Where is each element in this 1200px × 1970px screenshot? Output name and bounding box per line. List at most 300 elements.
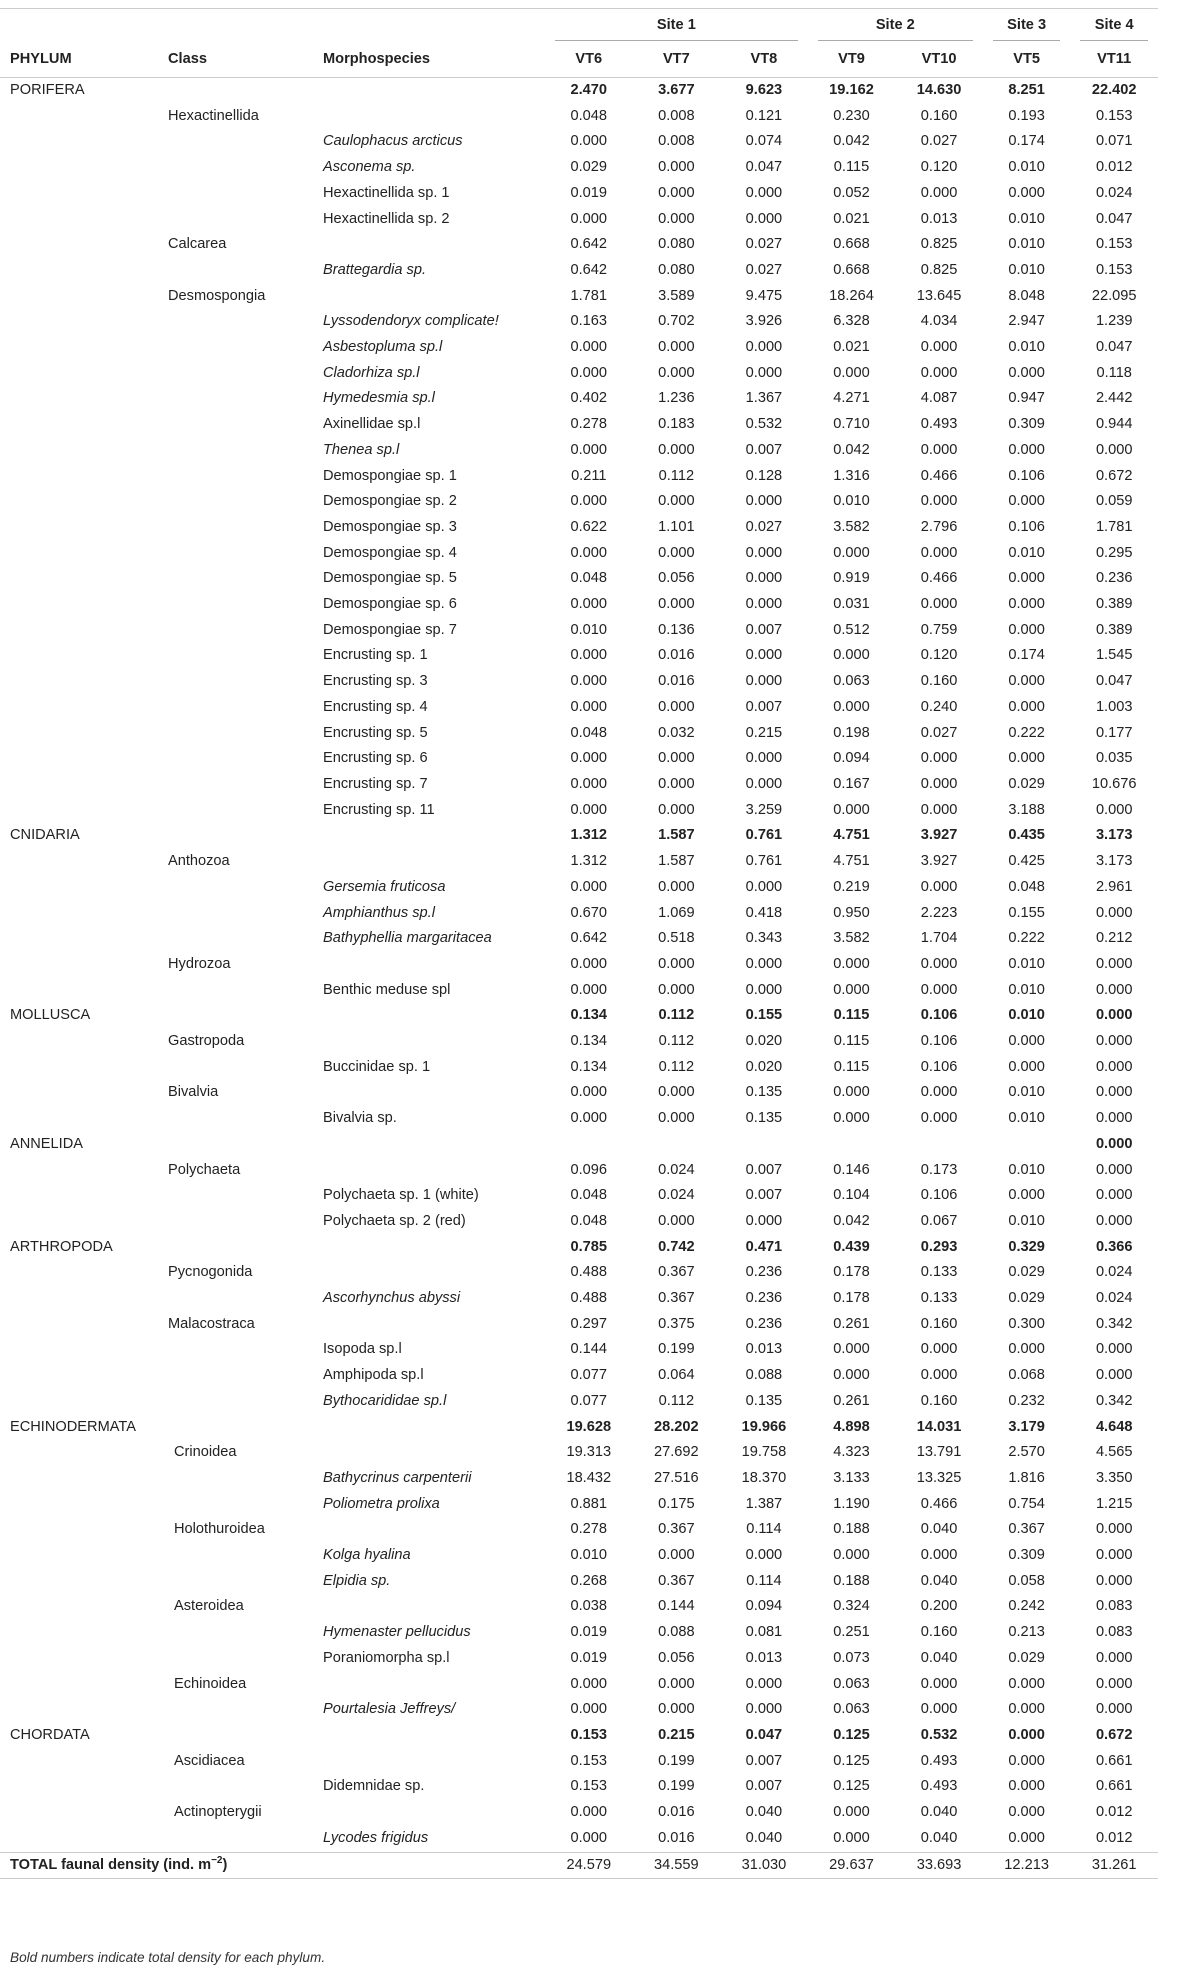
species-row	[0, 695, 1158, 721]
density-value: 0.000	[570, 673, 608, 690]
density-value: 0.000	[833, 981, 870, 998]
density-value: 0.038	[570, 1598, 608, 1615]
density-value: 0.118	[1096, 364, 1132, 381]
density-value: 0.000	[570, 750, 608, 767]
density-value: 0.115	[833, 1058, 870, 1075]
density-value: 4.323	[833, 1444, 870, 1461]
density-value: 0.342	[1095, 1392, 1133, 1409]
species-row	[0, 361, 1158, 387]
density-value: 0.153	[570, 1778, 608, 1795]
density-value: 0.016	[658, 1829, 695, 1846]
density-value: 0.112	[658, 1058, 695, 1075]
density-value: 0.016	[658, 1804, 695, 1821]
class-cell	[160, 746, 315, 772]
species-row	[0, 309, 1158, 335]
density-value: 0.000	[745, 647, 783, 664]
density-value: 0.000	[658, 981, 695, 998]
species-row	[0, 541, 1158, 567]
class-cell: Asteroidea	[174, 1598, 244, 1615]
phylum-cell	[0, 361, 160, 387]
phylum-cell	[0, 1209, 160, 1235]
density-value: 0.000	[920, 750, 958, 767]
density-value: 0.071	[1095, 133, 1133, 150]
density-value: 3.927	[920, 853, 958, 870]
phylum-cell	[0, 489, 160, 515]
density-value: 0.106	[920, 1007, 958, 1024]
density-value: 0.000	[1008, 750, 1045, 767]
density-value: 22.402	[1091, 82, 1137, 98]
density-value: 0.000	[1095, 1572, 1133, 1589]
phylum-cell	[0, 335, 160, 361]
phylum-cell	[0, 438, 160, 464]
density-value: 1.069	[658, 904, 695, 921]
density-value: 0.048	[570, 1212, 608, 1229]
class-cell	[160, 1620, 315, 1646]
morphospecies-cell	[315, 1029, 545, 1055]
density-value: 0.000	[920, 801, 958, 818]
density-value: 4.565	[1095, 1444, 1133, 1461]
morphospecies-cell	[315, 1260, 545, 1286]
phylum-cell: CHORDATA	[10, 1727, 90, 1743]
density-value: 0.083	[1095, 1598, 1133, 1615]
header-spacer	[0, 9, 545, 42]
density-value: 0.000	[833, 1084, 870, 1101]
density-value: 3.589	[658, 287, 695, 304]
class-cell	[160, 669, 315, 695]
density-value: 1.587	[658, 827, 695, 844]
density-value: 0.000	[833, 698, 870, 715]
density-value: 1.587	[658, 853, 695, 870]
class-cell	[160, 798, 315, 824]
class-cell: Ascidiacea	[174, 1752, 245, 1769]
density-value: 0.367	[1008, 1521, 1045, 1538]
density-value: 19.628	[566, 1418, 612, 1435]
phylum-cell	[0, 232, 160, 258]
morphospecies-cell	[315, 1723, 545, 1749]
density-value: 0.278	[570, 1521, 608, 1538]
phylum-cell	[0, 207, 160, 233]
density-value: 0.000	[1095, 1135, 1133, 1152]
density-value: 0.115	[833, 1007, 870, 1024]
morphospecies-cell: Polychaeta sp. 1 (white)	[323, 1187, 479, 1204]
phylum-cell	[0, 258, 160, 284]
density-value: 0.000	[920, 1701, 958, 1718]
density-value: 0.518	[658, 930, 695, 947]
density-value: 0.083	[1095, 1624, 1133, 1641]
class-cell	[160, 875, 315, 901]
density-value: 0.112	[658, 1033, 695, 1050]
site-4-header: Site 4	[1070, 9, 1158, 42]
density-value: 0.112	[658, 467, 695, 484]
density-value: 0.042	[833, 133, 870, 150]
species-row	[0, 1106, 1158, 1132]
density-value: 0.019	[570, 1624, 608, 1641]
table-footnote: Bold numbers indicate total density for each phylum.	[10, 1950, 326, 1965]
species-row	[0, 643, 1158, 669]
density-value: 0.661	[1095, 1752, 1133, 1769]
density-value: 4.751	[833, 827, 870, 844]
density-value: 0.251	[833, 1624, 870, 1641]
total-value: 34.559	[654, 1856, 699, 1873]
density-value: 0.000	[920, 955, 958, 972]
morphospecies-cell: Brattegardia sp.	[323, 261, 427, 278]
density-value: 0.007	[745, 1161, 783, 1178]
density-value: 2.961	[1095, 878, 1133, 895]
phylum-cell	[0, 1672, 160, 1698]
morphospecies-cell: Bathycrinus carpenterii	[323, 1469, 472, 1486]
density-value: 0.024	[1095, 1290, 1133, 1307]
class-row	[0, 1440, 1158, 1466]
density-value: 0.160	[920, 1315, 958, 1332]
density-value: 0.000	[658, 801, 695, 818]
density-value: 1.003	[1095, 698, 1133, 715]
density-value: 0.232	[1008, 1392, 1045, 1409]
density-value: 0.010	[1008, 339, 1045, 356]
density-value: 0.000	[658, 1701, 695, 1718]
phylum-row	[0, 1723, 1158, 1749]
density-value: 0.761	[745, 853, 783, 870]
morphospecies-cell: Encrusting sp. 4	[323, 698, 428, 715]
density-value: 0.389	[1095, 596, 1133, 613]
density-value: 0.029	[1008, 1649, 1045, 1666]
phylum-cell	[0, 1389, 160, 1415]
morphospecies-cell	[315, 1517, 545, 1543]
density-value: 3.173	[1095, 853, 1133, 870]
density-value: 0.027	[920, 724, 958, 741]
density-value: 0.010	[833, 493, 870, 510]
phylum-row	[0, 1132, 1158, 1158]
density-value: 0.081	[745, 1624, 783, 1641]
density-value: 0.174	[1008, 647, 1045, 664]
density-value: 0.342	[1095, 1315, 1133, 1332]
density-value: 13.325	[916, 1469, 962, 1486]
density-value: 1.316	[833, 467, 870, 484]
density-value: 0.052	[833, 184, 870, 201]
density-value: 0.670	[570, 904, 608, 921]
density-value: 4.087	[920, 390, 958, 407]
density-value: 0.048	[570, 107, 608, 124]
density-value: 0.040	[920, 1649, 958, 1666]
density-value: 0.212	[1095, 930, 1133, 947]
total-value: 31.030	[741, 1856, 787, 1873]
density-value: 0.000	[1008, 673, 1045, 690]
class-cell: Malacostraca	[168, 1315, 255, 1332]
morphospecies-cell	[315, 823, 545, 849]
species-row	[0, 129, 1158, 155]
density-value: 0.000	[1095, 1701, 1133, 1718]
density-value: 0.425	[1008, 853, 1045, 870]
density-value: 0.080	[658, 236, 695, 253]
class-row	[0, 104, 1158, 130]
morphospecies-cell: Buccinidae sp. 1	[323, 1058, 431, 1075]
density-value: 0.163	[570, 313, 608, 330]
density-value: 0.104	[833, 1187, 870, 1204]
density-value: 0.000	[570, 775, 608, 792]
class-cell: Polychaeta	[168, 1161, 241, 1178]
class-cell	[160, 592, 315, 618]
density-value: 0.013	[745, 1341, 783, 1358]
morphospecies-cell: Lycodes frigidus	[323, 1829, 429, 1846]
morphospecies-cell	[315, 1132, 545, 1158]
density-value: 0.000	[570, 1829, 608, 1846]
density-value: 0.947	[1008, 390, 1045, 407]
species-row	[0, 1826, 1158, 1852]
density-value: 0.128	[745, 467, 783, 484]
morphospecies-cell: Demospongiae sp. 7	[323, 621, 457, 638]
phylum-row	[0, 1003, 1158, 1029]
density-value: 0.125	[833, 1752, 870, 1769]
species-row	[0, 386, 1158, 412]
density-value: 0.010	[1008, 1084, 1045, 1101]
density-value: 0.000	[920, 544, 958, 561]
class-cell: Holothuroidea	[174, 1521, 265, 1538]
species-row	[0, 669, 1158, 695]
density-value	[808, 1132, 896, 1158]
density-value: 0.134	[570, 1007, 608, 1024]
density-value: 0.000	[570, 698, 608, 715]
density-value: 0.759	[920, 621, 958, 638]
species-row	[0, 335, 1158, 361]
density-value: 0.000	[658, 1675, 695, 1692]
density-value: 0.064	[658, 1367, 695, 1384]
class-cell: Gastropoda	[168, 1033, 245, 1050]
density-value: 0.027	[920, 133, 958, 150]
density-value: 0.000	[1095, 441, 1133, 458]
species-row	[0, 412, 1158, 438]
density-value: 0.012	[1095, 159, 1133, 176]
density-value: 0.000	[658, 339, 695, 356]
class-cell	[160, 1492, 315, 1518]
density-value: 0.027	[745, 236, 783, 253]
class-row	[0, 1260, 1158, 1286]
density-value: 6.328	[833, 313, 870, 330]
density-value: 0.088	[745, 1367, 783, 1384]
species-row	[0, 875, 1158, 901]
class-cell	[160, 1723, 315, 1749]
density-value: 0.000	[1008, 570, 1045, 587]
density-value: 0.155	[745, 1007, 783, 1024]
density-value: 0.642	[570, 930, 608, 947]
density-value: 0.010	[570, 1547, 608, 1564]
class-cell	[160, 1569, 315, 1595]
phylum-cell	[0, 104, 160, 130]
morphospecies-cell	[315, 1235, 545, 1261]
density-value: 0.512	[833, 621, 870, 638]
density-value: 0.094	[745, 1598, 783, 1615]
density-value: 0.000	[833, 1547, 870, 1564]
phylum-cell	[0, 901, 160, 927]
density-value: 0.153	[570, 1752, 608, 1769]
density-value: 0.000	[570, 596, 608, 613]
density-value: 0.010	[1008, 955, 1045, 972]
density-value: 0.000	[745, 955, 783, 972]
class-cell	[160, 901, 315, 927]
density-value: 0.000	[745, 1675, 783, 1692]
phylum-cell	[0, 1774, 160, 1800]
density-value: 0.080	[658, 261, 695, 278]
density-value: 0.668	[833, 261, 870, 278]
phylum-cell: ECHINODERMATA	[10, 1418, 136, 1435]
class-cell	[160, 489, 315, 515]
density-value: 0.042	[833, 441, 870, 458]
density-value: 0.881	[570, 1495, 608, 1512]
density-value: 0.000	[658, 159, 695, 176]
density-value: 0.000	[920, 1675, 958, 1692]
phylum-cell	[0, 952, 160, 978]
density-value: 0.000	[745, 493, 783, 510]
density-value: 0.236	[745, 1290, 783, 1307]
density-value: 0.000	[745, 775, 783, 792]
density-value: 0.106	[920, 1058, 958, 1075]
density-value: 0.000	[920, 364, 958, 381]
phylum-cell: PORIFERA	[10, 82, 85, 98]
density-value: 19.758	[741, 1444, 787, 1461]
density-value: 0.047	[745, 159, 783, 176]
density-value: 0.153	[570, 1727, 608, 1743]
density-value: 0.000	[1008, 698, 1045, 715]
morphospecies-cell: Poraniomorpha sp.l	[323, 1649, 450, 1666]
density-value: 0.063	[833, 673, 870, 690]
density-value: 0.000	[658, 441, 695, 458]
density-value: 0.000	[833, 544, 870, 561]
density-value: 9.475	[745, 287, 783, 304]
phylum-cell	[0, 1569, 160, 1595]
class-cell: Hexactinellida	[168, 107, 259, 124]
class-row	[0, 1594, 1158, 1620]
density-value: 0.532	[745, 416, 783, 433]
density-value: 0.000	[1095, 1161, 1133, 1178]
phylum-cell: CNIDARIA	[10, 827, 80, 844]
density-value: 0.293	[920, 1238, 958, 1255]
class-row	[0, 849, 1158, 875]
density-value: 2.796	[920, 518, 958, 535]
density-value: 0.000	[745, 210, 783, 227]
density-value: 0.174	[1008, 133, 1045, 150]
density-value: 0.199	[658, 1341, 695, 1358]
density-value: 0.435	[1008, 827, 1045, 844]
morphospecies-cell	[315, 284, 545, 310]
density-value: 0.153	[1095, 261, 1133, 278]
class-cell	[160, 1774, 315, 1800]
density-value: 0.000	[1008, 1187, 1045, 1204]
class-row	[0, 1672, 1158, 1698]
density-value: 0.000	[570, 647, 608, 664]
density-value: 14.031	[916, 1418, 962, 1435]
density-value: 0.000	[1008, 1778, 1045, 1795]
density-value: 0.000	[920, 1547, 958, 1564]
density-value: 0.047	[1095, 210, 1133, 227]
class-cell	[160, 1415, 315, 1441]
density-value: 0.010	[1008, 159, 1045, 176]
density-value: 3.173	[1095, 827, 1133, 844]
density-value: 0.000	[570, 1701, 608, 1718]
class-cell	[160, 1543, 315, 1569]
density-value: 0.183	[658, 416, 695, 433]
density-value: 0.188	[833, 1521, 870, 1538]
phylum-cell	[0, 1697, 160, 1723]
density-value: 0.261	[833, 1315, 870, 1332]
density-value: 0.114	[746, 1521, 782, 1538]
density-value: 0.367	[658, 1572, 695, 1589]
density-value: 0.222	[1008, 724, 1045, 741]
density-value: 0.019	[570, 1649, 608, 1666]
density-value: 0.000	[658, 878, 695, 895]
morphospecies-cell: Gersemia fruticosa	[323, 878, 446, 895]
density-value: 0.024	[658, 1161, 695, 1178]
density-value: 27.692	[654, 1444, 699, 1461]
species-row	[0, 489, 1158, 515]
density-value: 3.259	[745, 801, 783, 818]
morphospecies-cell	[315, 1003, 545, 1029]
density-value: 0.010	[570, 621, 608, 638]
class-row	[0, 1749, 1158, 1775]
density-value: 0.297	[570, 1315, 608, 1332]
density-value: 0.012	[1095, 1804, 1133, 1821]
class-column-header: Class	[168, 51, 207, 67]
density-value: 0.268	[570, 1572, 608, 1589]
density-value: 0.013	[920, 210, 958, 227]
density-value: 0.125	[833, 1778, 870, 1795]
species-row	[0, 1492, 1158, 1518]
density-value: 0.077	[570, 1367, 608, 1384]
density-value: 0.114	[746, 1572, 782, 1589]
density-value: 0.000	[1095, 1649, 1133, 1666]
density-value: 0.193	[1008, 107, 1045, 124]
density-value: 0.488	[570, 1264, 608, 1281]
morphospecies-cell: Elpidia sp.	[323, 1572, 391, 1589]
density-value: 0.000	[745, 570, 783, 587]
density-value: 0.175	[658, 1495, 695, 1512]
species-row	[0, 592, 1158, 618]
density-value: 0.000	[1095, 1547, 1133, 1564]
density-value: 0.493	[920, 1778, 958, 1795]
density-value: 0.439	[833, 1238, 870, 1255]
station-vt9-header: VT9	[838, 51, 865, 67]
station-vt8-header: VT8	[750, 51, 778, 67]
phylum-cell	[0, 464, 160, 490]
morphospecies-cell: Hexactinellida sp. 1	[323, 184, 450, 201]
density-value: 0.000	[570, 493, 608, 510]
density-value: 0.178	[833, 1290, 870, 1307]
phylum-cell	[0, 1183, 160, 1209]
density-value: 0.000	[833, 1367, 870, 1384]
density-value: 0.402	[570, 390, 608, 407]
class-cell	[160, 386, 315, 412]
density-value: 0.000	[1095, 981, 1133, 998]
density-value: 0.213	[1008, 1624, 1045, 1641]
phylum-cell	[0, 1492, 160, 1518]
phylum-cell	[0, 643, 160, 669]
density-value: 1.545	[1095, 647, 1133, 664]
density-value: 0.919	[833, 570, 870, 587]
density-value: 0.160	[920, 673, 958, 690]
phylum-cell	[0, 1646, 160, 1672]
density-value: 3.927	[920, 827, 958, 844]
class-cell	[160, 1697, 315, 1723]
species-row	[0, 978, 1158, 1004]
density-value: 0.133	[920, 1290, 958, 1307]
class-cell: Bivalvia	[168, 1084, 219, 1101]
species-row	[0, 746, 1158, 772]
density-value: 1.312	[570, 853, 608, 870]
density-value: 0.021	[833, 339, 870, 356]
morphospecies-cell: Ascorhynchus abyssi	[323, 1290, 461, 1307]
density-value: 2.470	[570, 82, 608, 98]
density-value: 0.000	[920, 775, 958, 792]
density-value: 0.000	[920, 493, 958, 510]
morphospecies-cell	[315, 1080, 545, 1106]
density-value: 0.000	[658, 544, 695, 561]
